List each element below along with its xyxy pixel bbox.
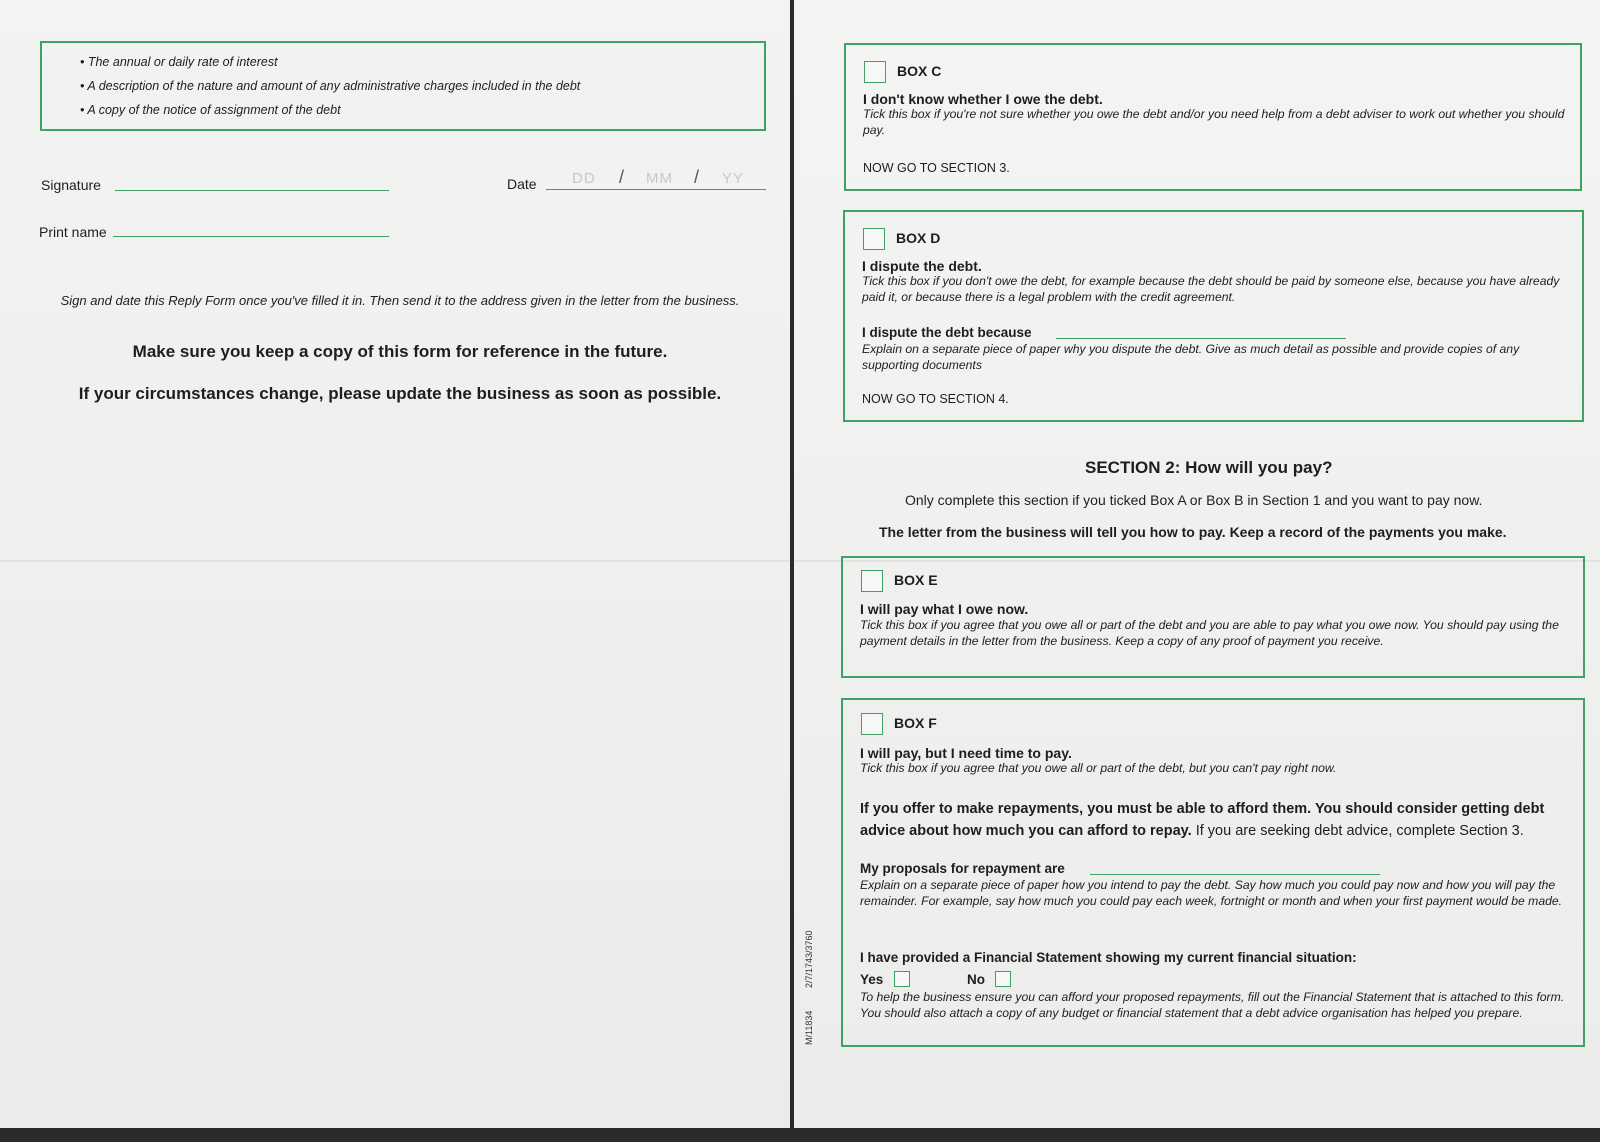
yes-checkbox[interactable]	[894, 971, 910, 987]
box-e-help: Tick this box if you agree that you owe all or part of the debt and you are able to pay what you owe now. You should pay using the payment details in the letter from the business. Keep a copy of any proof of payment you receive.	[860, 618, 1559, 648]
box-c	[844, 43, 1582, 191]
afford-note-bold: If you offer to make repayments, you must be able to afford them. You should consider getting debt advice about how much you can afford to repay.	[860, 801, 1545, 839]
afford-note-rest: If you are seeking debt advice, complete Section 3.	[1191, 823, 1524, 839]
section-2-subtitle: Only complete this section if you ticked Box A or Box B in Section 1 and you want to pay now.	[905, 492, 1483, 508]
section-2-note: The letter from the business will tell you how to pay. Keep a record of the payments you make.	[879, 524, 1507, 540]
box-c-goto: NOW GO TO SECTION 3.	[863, 161, 1010, 175]
financial-statement-help: To help the business ensure you can afford your proposed repayments, fill out the Financial Statement that is attached to this form. You should also attach a copy of any budget or financial statement that a debt advice organisation has helped you prepare.	[860, 990, 1565, 1020]
dispute-because-label: I dispute the debt because	[862, 325, 1032, 340]
box-c-checkbox[interactable]	[864, 61, 886, 83]
form-reference: 2/7/1743/3760	[804, 930, 814, 988]
date-separator: /	[619, 167, 625, 187]
box-c-help: Tick this box if you're not sure whether you owe the debt and/or you need help from a debt adviser to work out whether you should pay.	[863, 107, 1565, 137]
signature-field[interactable]	[115, 190, 389, 191]
sign-instruction: Sign and date this Reply Form once you've filled it in. Then send it to the address given in the letter from the business.	[60, 293, 740, 308]
date-day-hint: DD	[572, 170, 596, 187]
print-name-label: Print name	[39, 224, 107, 240]
box-d	[843, 210, 1584, 422]
box-f-checkbox[interactable]	[861, 713, 883, 735]
proposals-label: My proposals for repayment are	[860, 861, 1065, 876]
info-bullet-box	[40, 41, 766, 131]
date-month-hint: MM	[646, 170, 673, 187]
date-year-hint: YY	[722, 170, 745, 187]
bullet-interest-rate: • The annual or daily rate of interest	[80, 55, 278, 69]
no-checkbox[interactable]	[995, 971, 1011, 987]
section-2-title: SECTION 2: How will you pay?	[1085, 458, 1333, 477]
box-e-title: BOX E	[894, 572, 938, 588]
form-code: M/11834	[804, 1010, 814, 1045]
box-f-title: BOX F	[894, 715, 937, 731]
signature-label: Signature	[41, 177, 101, 193]
box-f-help: Tick this box if you agree that you owe all or part of the debt, but you can't pay right now.	[860, 761, 1337, 775]
date-label: Date	[507, 176, 537, 192]
dispute-because-help: Explain on a separate piece of paper why you dispute the debt. Give as much detail as possible and provide copies of any supporting documents	[862, 342, 1520, 372]
dispute-because-field[interactable]	[1056, 338, 1346, 339]
afford-note	[860, 798, 1575, 842]
box-d-help: Tick this box if you don't owe the debt, for example because the debt should be paid by someone else, because you have already paid it, or because there is a legal problem with the credit agreement.	[862, 274, 1560, 304]
box-c-title: BOX C	[897, 63, 942, 79]
box-d-checkbox[interactable]	[863, 228, 885, 250]
right-page	[794, 0, 1600, 1128]
keep-copy-note: Make sure you keep a copy of this form for reference in the future.	[132, 342, 668, 361]
box-c-statement: I don't know whether I owe the debt.	[863, 91, 1103, 107]
proposals-help: Explain on a separate piece of paper how you intend to pay the debt. Say how much you could pay now and how you will pay the remainder. For example, say how much you could pay each week, fortnight or month and when your first payment would be made.	[860, 878, 1563, 908]
financial-statement-question: I have provided a Financial Statement showing my current financial situation:	[860, 950, 1357, 965]
box-e-statement: I will pay what I owe now.	[860, 601, 1029, 617]
box-f	[841, 698, 1585, 1047]
box-e	[841, 556, 1585, 678]
proposals-field[interactable]	[1090, 874, 1380, 875]
box-d-goto: NOW GO TO SECTION 4.	[862, 392, 1009, 406]
print-name-field[interactable]	[113, 236, 389, 237]
date-field[interactable]	[546, 189, 766, 190]
box-d-statement: I dispute the debt.	[862, 258, 982, 274]
box-d-title: BOX D	[896, 230, 941, 246]
left-page	[0, 0, 790, 1128]
bullet-admin-charges: • A description of the nature and amount of any administrative charges included in the debt	[80, 79, 581, 93]
circumstances-note: If your circumstances change, please update the business as soon as possible.	[78, 384, 722, 403]
no-label: No	[967, 972, 985, 987]
yes-label: Yes	[860, 972, 884, 987]
box-f-statement: I will pay, but I need time to pay.	[860, 745, 1072, 761]
box-e-checkbox[interactable]	[861, 570, 883, 592]
fold-line	[0, 560, 790, 562]
date-separator: /	[694, 167, 700, 187]
bullet-assignment-notice: • A copy of the notice of assignment of the debt	[80, 103, 341, 117]
